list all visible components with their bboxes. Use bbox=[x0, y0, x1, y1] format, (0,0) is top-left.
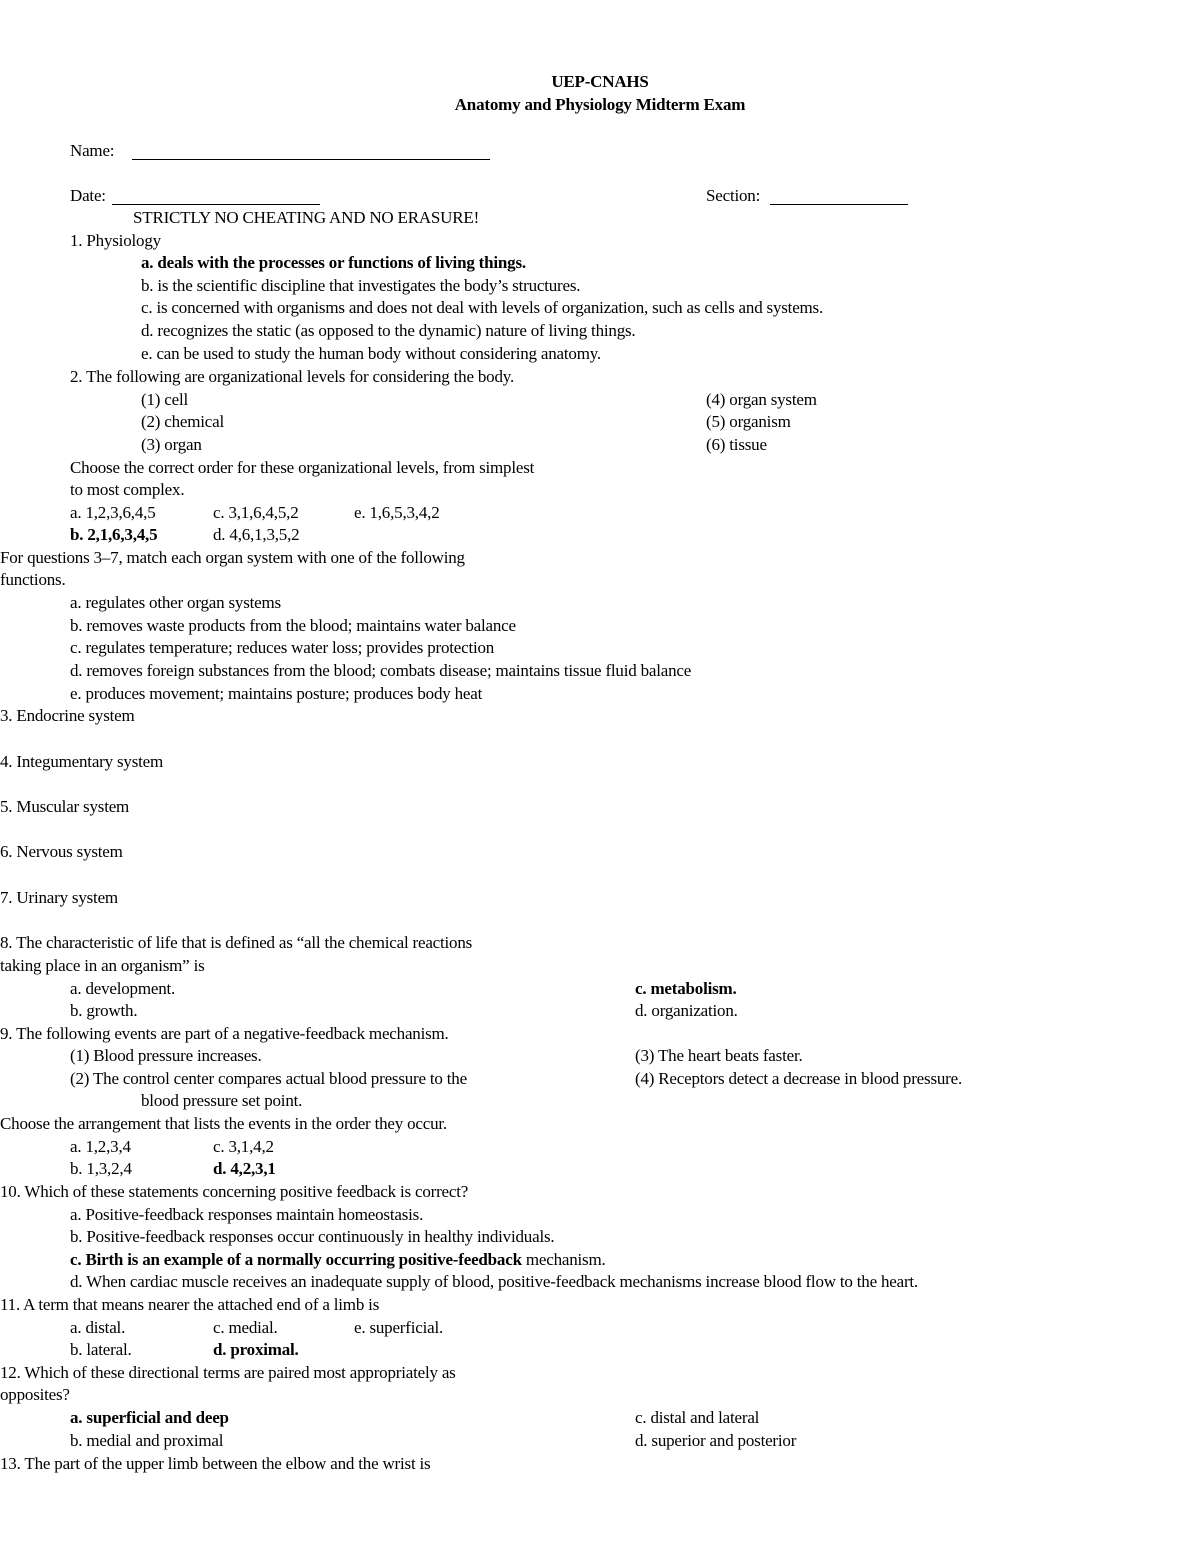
question-5: 5. Muscular system bbox=[0, 797, 130, 816]
q8-option-d: d. organization. bbox=[635, 1001, 738, 1020]
q2-option-d: d. 4,6,1,3,5,2 bbox=[213, 525, 300, 544]
q2-instruction: Choose the correct order for these organizational levels, from simplest bbox=[70, 458, 535, 477]
matching-intro-cont: functions. bbox=[0, 570, 66, 589]
q2-item-3: (3) organ bbox=[141, 435, 202, 454]
q12-option-c: c. distal and lateral bbox=[635, 1408, 760, 1427]
q1-option-b: b. is the scientific discipline that investigates the body’s structures. bbox=[141, 276, 581, 295]
date-label: Date: bbox=[70, 186, 106, 205]
matching-intro: For questions 3–7, match each organ system with one of the following bbox=[0, 548, 465, 567]
section-label: Section: bbox=[706, 186, 761, 205]
institution: UEP-CNAHS bbox=[551, 72, 649, 91]
q2-option-e: e. 1,6,5,3,4,2 bbox=[354, 503, 440, 522]
q2-option-b: b. 2,1,6,3,4,5 bbox=[70, 525, 158, 544]
question-7: 7. Urinary system bbox=[0, 888, 118, 907]
question-8: 8. The characteristic of life that is defined as “all the chemical reactions bbox=[0, 933, 473, 952]
name-field[interactable] bbox=[132, 159, 490, 160]
q1-option-e: e. can be used to study the human body without considering anatomy. bbox=[141, 344, 601, 363]
q10-option-b: b. Positive-feedback responses occur continuously in healthy individuals. bbox=[70, 1227, 555, 1246]
question-9: 9. The following events are part of a negative-feedback mechanism. bbox=[0, 1024, 449, 1043]
name-label: Name: bbox=[70, 141, 115, 160]
q2-item-2: (2) chemical bbox=[141, 412, 225, 431]
q1-option-d: d. recognizes the static (as opposed to the dynamic) nature of living things. bbox=[141, 321, 636, 340]
q11-option-c: c. medial. bbox=[213, 1318, 278, 1337]
question-11: 11. A term that means nearer the attached end of a limb is bbox=[0, 1295, 380, 1314]
q9-option-a: a. 1,2,3,4 bbox=[70, 1137, 131, 1156]
q10-option-c-answer: c. Birth is an example of a normally occurring positive-feedback bbox=[70, 1250, 522, 1269]
section-field[interactable] bbox=[770, 204, 908, 205]
q2-item-5: (5) organism bbox=[706, 412, 791, 431]
q11-option-e: e. superficial. bbox=[354, 1318, 444, 1337]
q11-option-a: a. distal. bbox=[70, 1318, 126, 1337]
q2-instruction-cont: to most complex. bbox=[70, 480, 185, 499]
q8-option-a: a. development. bbox=[70, 979, 176, 998]
q9-instruction: Choose the arrangement that lists the events in the order they occur. bbox=[0, 1114, 447, 1133]
function-a: a. regulates other organ systems bbox=[70, 593, 281, 612]
q11-option-b: b. lateral. bbox=[70, 1340, 132, 1359]
question-6: 6. Nervous system bbox=[0, 842, 123, 861]
function-b: b. removes waste products from the blood; maintains water balance bbox=[70, 616, 516, 635]
q1-option-a: a. deals with the processes or functions of living things. bbox=[141, 253, 526, 272]
q12-option-d: d. superior and posterior bbox=[635, 1431, 797, 1450]
q1-option-c: c. is concerned with organisms and does not deal with levels of organization, such as cells and systems. bbox=[141, 298, 824, 317]
q9-event-3: (3) The heart beats faster. bbox=[635, 1046, 803, 1065]
q8-option-c: c. metabolism. bbox=[635, 979, 737, 998]
q12-option-b: b. medial and proximal bbox=[70, 1431, 224, 1450]
date-field[interactable] bbox=[112, 204, 320, 205]
q10-option-c bbox=[70, 1249, 606, 1271]
question-12: 12. Which of these directional terms are paired most appropriately as bbox=[0, 1363, 456, 1382]
q10-option-a: a. Positive-feedback responses maintain homeostasis. bbox=[70, 1205, 424, 1224]
q9-option-c: c. 3,1,4,2 bbox=[213, 1137, 274, 1156]
q2-item-6: (6) tissue bbox=[706, 435, 767, 454]
notice: STRICTLY NO CHEATING AND NO ERASURE! bbox=[133, 208, 480, 227]
q9-event-4: (4) Receptors detect a decrease in blood pressure. bbox=[635, 1069, 963, 1088]
exam-title: Anatomy and Physiology Midterm Exam bbox=[454, 95, 746, 114]
q10-option-c-rest: mechanism. bbox=[521, 1250, 606, 1269]
question-13: 13. The part of the upper limb between the elbow and the wrist is bbox=[0, 1454, 431, 1473]
q8-option-b: b. growth. bbox=[70, 1001, 138, 1020]
question-12-cont: opposites? bbox=[0, 1385, 70, 1404]
question-10: 10. Which of these statements concerning positive feedback is correct? bbox=[0, 1182, 469, 1201]
question-8-cont: taking place in an organism” is bbox=[0, 956, 205, 975]
q9-option-d: d. 4,2,3,1 bbox=[213, 1159, 276, 1178]
q10-option-d: d. When cardiac muscle receives an inadequate supply of blood, positive-feedback mechanisms increase blood flow to the heart. bbox=[70, 1272, 918, 1291]
question-1: 1. Physiology bbox=[70, 231, 161, 250]
function-d: d. removes foreign substances from the blood; combats disease; maintains tissue fluid balance bbox=[70, 661, 692, 680]
question-2: 2. The following are organizational levels for considering the body. bbox=[70, 367, 515, 386]
q2-item-1: (1) cell bbox=[141, 390, 189, 409]
q2-option-c: c. 3,1,6,4,5,2 bbox=[213, 503, 299, 522]
q9-option-b: b. 1,3,2,4 bbox=[70, 1159, 132, 1178]
q11-option-d: d. proximal. bbox=[213, 1340, 299, 1359]
q9-event-1: (1) Blood pressure increases. bbox=[70, 1046, 262, 1065]
function-c: c. regulates temperature; reduces water loss; provides protection bbox=[70, 638, 495, 657]
q9-event-2-cont: blood pressure set point. bbox=[141, 1091, 303, 1110]
q9-event-2: (2) The control center compares actual blood pressure to the bbox=[70, 1069, 467, 1088]
question-4: 4. Integumentary system bbox=[0, 752, 164, 771]
question-3: 3. Endocrine system bbox=[0, 706, 135, 725]
function-e: e. produces movement; maintains posture; produces body heat bbox=[70, 684, 483, 703]
q2-item-4: (4) organ system bbox=[706, 390, 817, 409]
q12-option-a: a. superficial and deep bbox=[70, 1408, 229, 1427]
q2-option-a: a. 1,2,3,6,4,5 bbox=[70, 503, 156, 522]
